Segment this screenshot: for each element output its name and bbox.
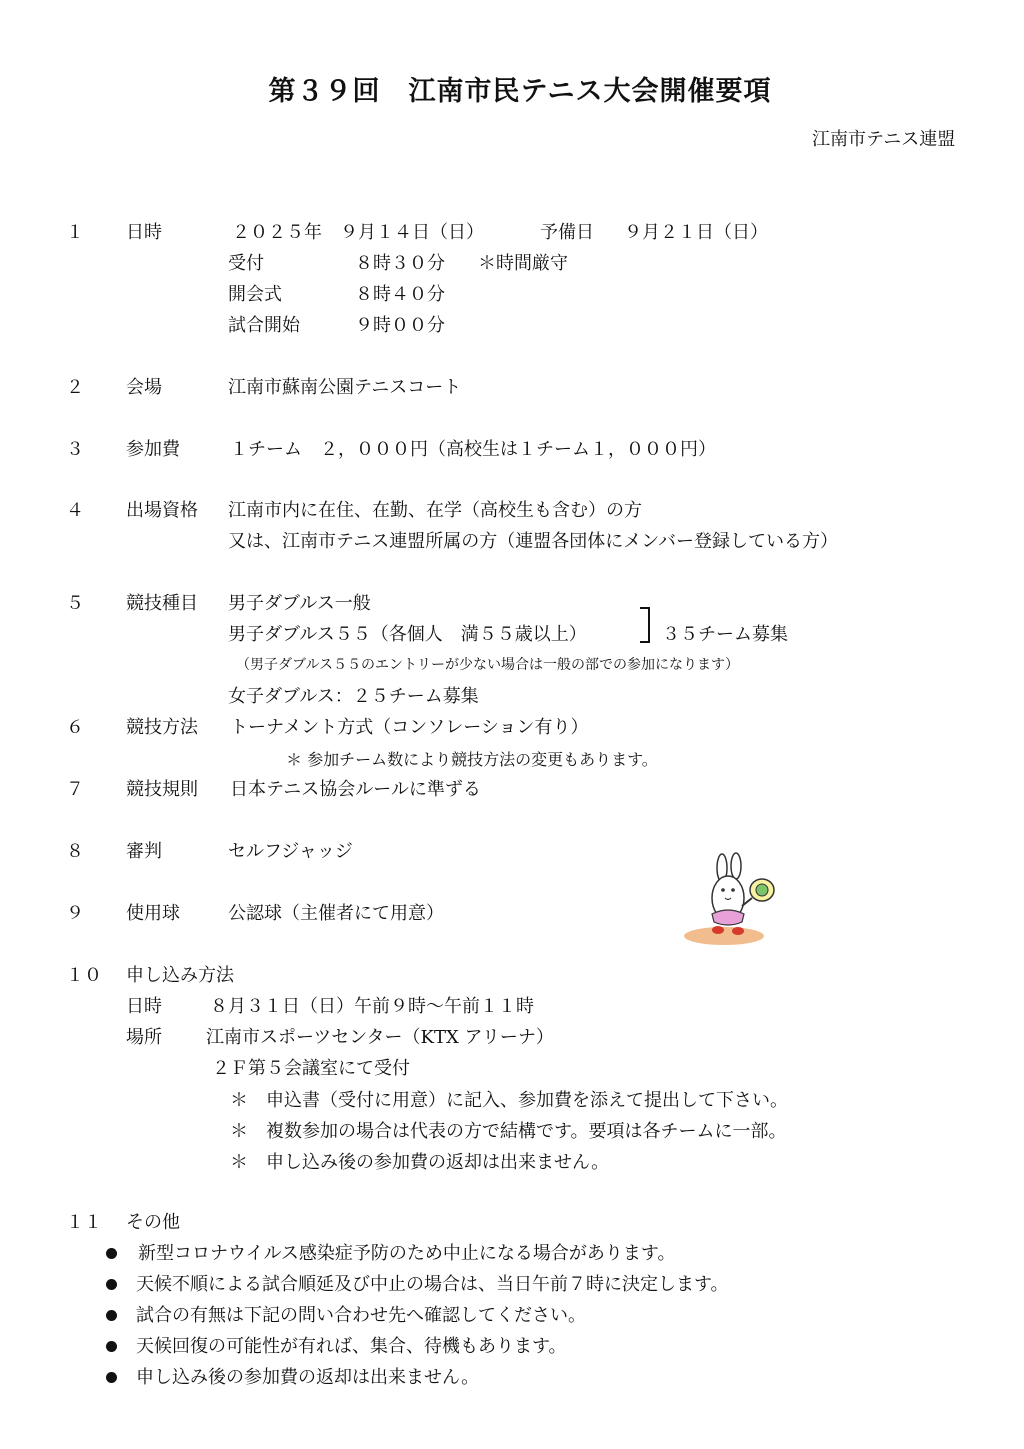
section-5-number: ５ (66, 593, 84, 614)
eligibility-line-2: 又は、江南市テニス連盟所属の方（連盟各団体にメンバー登録している方） (228, 531, 839, 552)
section-4-number: ４ (66, 500, 84, 521)
match-start-label: 試合開始 (228, 315, 300, 336)
application-date-label: 日時 (126, 996, 162, 1017)
opening-label: 開会式 (228, 284, 282, 305)
match-start-time: ９時００分 (355, 315, 445, 336)
section-9-number: ９ (66, 903, 84, 924)
section-1-number: １ (66, 222, 84, 243)
section-3-number: ３ (66, 439, 84, 460)
section-11-number: １１ (66, 1212, 102, 1233)
tennis-bunny-illustration (682, 852, 782, 950)
competition-format: トーナメント方式（コンソレーション有り） (230, 717, 589, 738)
opening-time: ８時４０分 (355, 284, 445, 305)
application-place: 江南市スポーツセンター（KTX アリーナ） (206, 1027, 554, 1048)
section-7-number: ７ (66, 779, 84, 800)
bullet-icon (106, 1310, 117, 1321)
other-item: 試合の有無は下記の問い合わせ先へ確認してください。 (136, 1305, 586, 1326)
page-title: 第３９回 江南市民テニス大会開催要項 (268, 76, 772, 107)
application-note: ＊ 申し込み後の参加費の返却は出来ません。 (230, 1152, 610, 1173)
bullet-icon (106, 1279, 117, 1290)
section-8-number: ８ (66, 841, 84, 862)
application-room: ２Ｆ第５会議室にて受付 (212, 1058, 410, 1079)
eligibility-line-1: 江南市内に在住、在勤、在学（高校生も含む）の方 (228, 500, 642, 521)
application-date: ８月３１日（日）午前９時～午前１１時 (210, 996, 534, 1017)
section-1-label: 日時 (126, 222, 162, 243)
event-men-doubles-55: 男子ダブルス５５（各個人 満５５歳以上） (228, 624, 587, 645)
bracket (640, 607, 650, 643)
other-item: 新型コロナウイルス感染症予防のため中止になる場合があります。 (138, 1243, 676, 1264)
section-6-label: 競技方法 (126, 717, 198, 738)
application-place-label: 場所 (126, 1027, 162, 1048)
reception-label: 受付 (228, 253, 264, 274)
event-date: ２０２５年 ９月１４日（日） (232, 222, 484, 243)
section-7-label: 競技規則 (126, 779, 198, 800)
section-11-label: その他 (126, 1212, 180, 1233)
section-2-label: 会場 (126, 377, 162, 398)
other-item: 申し込み後の参加費の返却は出来ません。 (136, 1367, 480, 1388)
event-men-doubles-general: 男子ダブルス一般 (228, 593, 371, 614)
reserve-day-date: ９月２１日（日） (624, 222, 768, 243)
referee: セルフジャッジ (228, 841, 353, 862)
bullet-icon (106, 1372, 117, 1383)
reception-note: ＊時間厳守 (478, 253, 568, 274)
section-3-label: 参加費 (126, 439, 180, 460)
other-item: 天候回復の可能性が有れば、集合、待機もあります。 (136, 1336, 567, 1357)
section-10-number: １０ (66, 965, 102, 986)
ball: 公認球（主催者にて用意） (228, 903, 444, 924)
event-women-doubles: 女子ダブルス：２５チーム募集 (228, 686, 479, 707)
entry-fee: １チーム ２，０００円（高校生は１チーム１，０００円） (230, 439, 716, 460)
reception-time: ８時３０分 (355, 253, 445, 274)
section-8-label: 審判 (126, 841, 162, 862)
rules: 日本テニス協会ルールに準ずる (230, 779, 481, 800)
competition-format-note: ＊ 参加チーム数により競技方法の変更もあります。 (286, 750, 658, 769)
bullet-icon (106, 1341, 117, 1352)
venue: 江南市蘇南公園テニスコート (228, 377, 462, 398)
men-55-note: （男子ダブルス５５のエントリーが少ない場合は一般の部での参加になります） (236, 657, 740, 673)
application-note: ＊ 複数参加の場合は代表の方で結構です。要項は各チームに一部。 (230, 1121, 787, 1142)
section-10-label: 申し込み方法 (126, 965, 234, 986)
organizer: 江南市テニス連盟 (812, 129, 956, 150)
bullet-icon (106, 1248, 117, 1259)
application-note: ＊ 申込書（受付に用意）に記入、参加費を添えて提出して下さい。 (230, 1090, 788, 1111)
reserve-day-label: 予備日 (540, 222, 594, 243)
men-recruit-count: ３５チーム募集 (662, 624, 788, 645)
section-9-label: 使用球 (126, 903, 180, 924)
section-6-number: ６ (66, 717, 84, 738)
section-2-number: ２ (66, 377, 84, 398)
other-item: 天候不順による試合順延及び中止の場合は、当日午前７時に決定します。 (136, 1274, 729, 1295)
section-4-label: 出場資格 (126, 500, 198, 521)
section-5-label: 競技種目 (126, 593, 198, 614)
